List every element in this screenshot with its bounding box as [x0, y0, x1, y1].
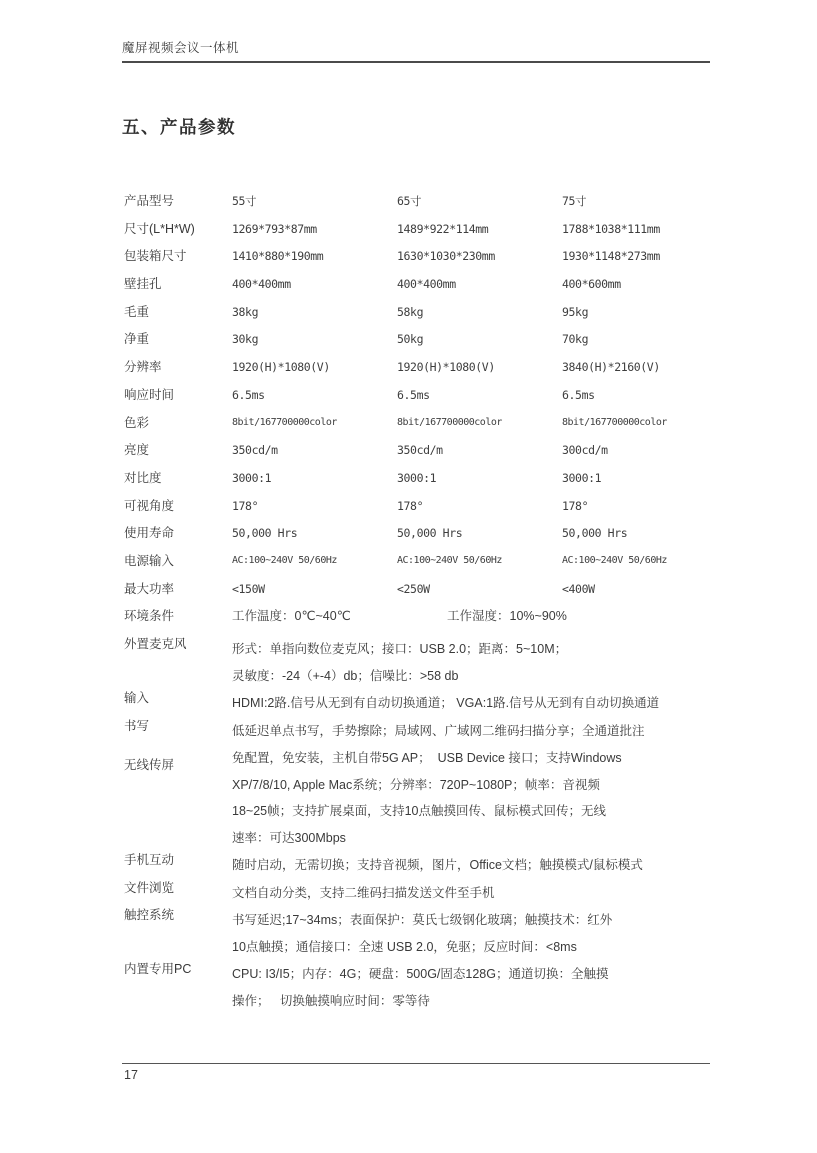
spec-value: 50,000 Hrs	[562, 526, 628, 541]
spec-value: 1269*793*87mm	[232, 221, 317, 236]
spec-value-line: 文档自动分类，支持二维码扫描发送文件至手机	[232, 885, 495, 900]
spec-value: 1930*1148*273mm	[562, 249, 660, 264]
spec-value: 178°	[232, 498, 259, 513]
spec-row	[124, 718, 710, 745]
spec-value: 6.5ms	[397, 387, 430, 402]
spec-value: 3000:1	[562, 470, 602, 485]
spec-value: 400*400mm	[232, 277, 291, 292]
spec-row	[124, 470, 710, 498]
spec-value: 50kg	[397, 332, 424, 347]
spec-value: 1630*1030*230mm	[397, 249, 495, 264]
spec-value: 55寸	[232, 194, 257, 208]
spec-row	[124, 415, 710, 443]
spec-value: 6.5ms	[232, 387, 265, 402]
spec-value-line: 随时启动，无需切换；支持音视频，图片，Office文档；触摸模式/鼠标模式	[232, 858, 643, 873]
spec-value: 300cd/m	[562, 443, 608, 458]
spec-row	[124, 907, 710, 960]
header-title: 魔屏视频会议一体机	[122, 41, 240, 55]
spec-row	[124, 880, 710, 907]
spec-value: 350cd/m	[232, 443, 278, 458]
spec-row	[124, 387, 710, 415]
spec-row	[124, 248, 710, 276]
spec-value-block	[232, 636, 710, 689]
spec-row	[124, 581, 710, 609]
spec-label: 可视角度	[124, 498, 175, 513]
spec-row	[124, 276, 710, 304]
spec-row	[124, 221, 710, 249]
spec-value-line: HDMI:2路.信号从无到有自动切换通道； VGA:1路.信号从无到有自动切换通道	[232, 696, 660, 711]
spec-label: 无线传屏	[124, 758, 175, 773]
spec-value-block	[232, 852, 710, 879]
spec-value: 工作温度：0℃~40℃	[232, 609, 351, 624]
spec-value: <250W	[397, 581, 430, 596]
spec-label: 触控系统	[124, 908, 175, 923]
spec-value: 95kg	[562, 304, 589, 319]
spec-value-block	[232, 690, 710, 717]
spec-label: 文件浏览	[124, 880, 175, 895]
spec-value: 350cd/m	[397, 443, 443, 458]
spec-label: 包装箱尺寸	[124, 249, 187, 264]
spec-value-block	[232, 907, 710, 960]
spec-value: 65寸	[397, 194, 422, 208]
spec-label: 电源输入	[124, 553, 175, 568]
section-title: 五、产品参数	[122, 117, 236, 137]
spec-value: 400*400mm	[397, 277, 456, 292]
spec-value: 30kg	[232, 332, 259, 347]
spec-value: 6.5ms	[562, 387, 595, 402]
spec-value: 50,000 Hrs	[232, 526, 298, 541]
spec-label: 书写	[124, 718, 150, 733]
spec-value: <150W	[232, 581, 265, 596]
spec-value-line: 操作； 切换触摸响应时间：零等待	[232, 993, 430, 1008]
spec-label: 内置专用PC	[124, 962, 192, 977]
spec-label: 净重	[124, 332, 150, 347]
spec-label: 分辨率	[124, 360, 162, 375]
spec-row	[124, 498, 710, 526]
spec-label: 响应时间	[124, 387, 175, 402]
spec-value: AC:100~240V 50/60Hz	[232, 554, 337, 566]
spec-value: 1920(H)*1080(V)	[397, 360, 495, 375]
spec-row	[124, 525, 710, 553]
page-number: 17	[124, 1068, 138, 1082]
spec-value-line: CPU: I3/I5；内存：4G；硬盘：500G/固态128G；通道切换：全触摸	[232, 967, 609, 982]
spec-label: 对比度	[124, 470, 162, 485]
spec-row	[124, 553, 710, 581]
spec-value: 工作湿度：10%~90%	[447, 609, 567, 624]
spec-row	[124, 193, 710, 221]
spec-value: 1410*880*190mm	[232, 249, 324, 264]
spec-label: 环境条件	[124, 609, 175, 624]
spec-label: 外置麦克风	[124, 637, 187, 652]
spec-value: 58kg	[397, 304, 424, 319]
spec-value-block	[232, 880, 710, 907]
spec-value-line: 18~25帧；支持扩展桌面，支持10点触摸回传、鼠标模式回传；无线	[232, 804, 607, 819]
spec-value: 1489*922*114mm	[397, 221, 489, 236]
spec-value-line: 灵敏度：-24（+-4）db；信噪比：>58 db	[232, 668, 459, 683]
spec-label: 手机互动	[124, 853, 175, 868]
footer-rule	[122, 1063, 710, 1064]
spec-label: 壁挂孔	[124, 277, 162, 292]
spec-table	[124, 193, 710, 1015]
spec-label: 尺寸(L*H*W)	[124, 221, 195, 236]
spec-value: 3000:1	[232, 470, 272, 485]
spec-value-line: 低延迟单点书写，手势擦除；局域网、广域网二维码扫描分享；全通道批注	[232, 723, 645, 738]
spec-label: 输入	[124, 691, 150, 706]
spec-value-line: 形式：单指向数位麦克风；接口：USB 2.0；距离：5~10M；	[232, 642, 568, 657]
spec-value-block	[232, 961, 710, 1014]
spec-value: 8bit/167700000color	[397, 416, 502, 428]
spec-value: 400*600mm	[562, 277, 621, 292]
spec-value: 50,000 Hrs	[397, 526, 463, 541]
spec-row	[124, 636, 710, 689]
spec-value: AC:100~240V 50/60Hz	[397, 554, 502, 566]
spec-value: 1788*1038*111mm	[562, 221, 660, 236]
spec-value: 8bit/167700000color	[562, 416, 667, 428]
spec-value: AC:100~240V 50/60Hz	[562, 554, 667, 566]
spec-value-line: XP/7/8/10, Apple Mac系统；分辨率：720P~1080P；帧率：音视频	[232, 777, 600, 792]
spec-value: 70kg	[562, 332, 589, 347]
spec-value: 38kg	[232, 304, 259, 319]
spec-value: 178°	[562, 498, 589, 513]
spec-value-line: 10点触摸；通信接口：全速 USB 2.0，免驱；反应时间：<8ms	[232, 939, 577, 954]
spec-value-block	[232, 718, 710, 745]
spec-value: 75寸	[562, 194, 587, 208]
spec-row	[124, 961, 710, 1014]
spec-value: 8bit/167700000color	[232, 416, 337, 428]
spec-label: 色彩	[124, 415, 150, 430]
spec-label: 最大功率	[124, 581, 175, 596]
spec-value-line: 书写延迟;17~34ms；表面保护：莫氏七级钢化玻璃；触摸技术：红外	[232, 913, 613, 928]
spec-value: <400W	[562, 581, 595, 596]
spec-value: 3000:1	[397, 470, 437, 485]
spec-row	[124, 608, 710, 636]
spec-row	[124, 690, 710, 717]
spec-row	[124, 359, 710, 387]
spec-row	[124, 852, 710, 879]
spec-row	[124, 331, 710, 359]
spec-row	[124, 304, 710, 332]
spec-label: 亮度	[124, 443, 150, 458]
spec-value: 1920(H)*1080(V)	[232, 360, 330, 375]
spec-row	[124, 442, 710, 470]
header-rule	[122, 61, 710, 63]
spec-value: 178°	[397, 498, 424, 513]
spec-row	[124, 745, 710, 851]
spec-label: 产品型号	[124, 194, 175, 208]
spec-value-line: 免配置，免安装，主机自带5G AP； USB Device 接口；支持Windows	[232, 751, 622, 766]
spec-value-line: 速率：可达300Mbps	[232, 830, 346, 845]
spec-value-block	[232, 745, 710, 851]
spec-label: 毛重	[124, 304, 150, 319]
spec-value: 3840(H)*2160(V)	[562, 360, 660, 375]
spec-label: 使用寿命	[124, 526, 175, 541]
